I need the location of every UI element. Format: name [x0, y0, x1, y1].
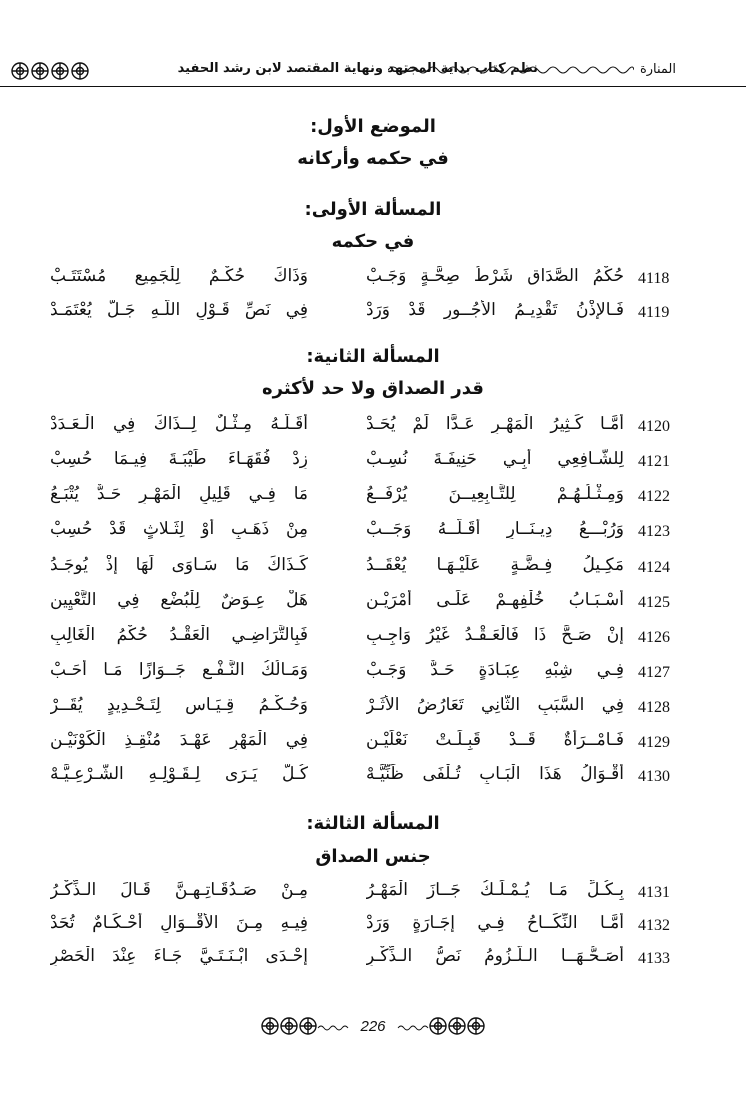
verse-number: 4118 [638, 270, 670, 287]
verse-row [0, 764, 746, 794]
verse-first-hemistich: إِنْ صَـحَّ ذَا فَالْعَـقْـدُ غَيْرُ وَاجِـبِ [366, 625, 624, 645]
verse-second-hemistich: هَلْ عِـوَضٌ لِلْبُضْعِ فِي التَّعْيِينِ [50, 590, 308, 610]
verse-first-hemistich: حُكْمُ الصَّدَاقِ شَرْطُ صِحَّـةٍ وَجَـبْ [366, 266, 624, 286]
verse-row [0, 555, 746, 585]
verse-number: 4119 [638, 304, 670, 321]
verse-row [0, 484, 746, 514]
verse-first-hemistich: فِـي شِبْهِ عِبَـادَةٍ حَـدٌّ وَجَـبْ [366, 660, 624, 680]
verse-second-hemistich: إِحْـدَى ابْـنَـتَـيَّ جَـاءَ عِنْدَ الْحَصْرِ [50, 946, 308, 966]
verse-number: 4126 [638, 629, 670, 646]
verse-second-hemistich: فِيـهِ مِـنَ الأَقْــوَالِ أَحْـكَـامٌ تُحَدْ [50, 913, 308, 933]
verse-number: 4128 [638, 699, 670, 716]
verse-second-hemistich: مِنْ ذَهَـبٍ أَوْ لِثَـلاثٍ قَدْ حُسِبْ [50, 519, 308, 539]
verse-row [0, 880, 746, 910]
verse-second-hemistich: فِي الْمَهْرِ عَهْـدَ مُنْقِـذِ الْكَوْنَيْـنِ [50, 730, 308, 750]
verse-second-hemistich: أَقَـلُّـهُ مِـثْـلٌ لِــذَاكَ فِي الْـعَـدَدْ [50, 414, 308, 434]
page-number: 226 [360, 1018, 386, 1035]
verse-row [0, 449, 746, 479]
verse-first-hemistich: لِلشَّـافِعِي أَبِـي حَنِيفَـةَ نُسِـبْ [366, 449, 624, 469]
verse-second-hemistich: مِـنْ صَـدُقَـاتِـهِـنَّ قَـالَ الـذِّكْـرُ [50, 880, 308, 900]
verse-row [0, 625, 746, 655]
verse-second-hemistich: وَحُـكْـمُ قِـيَـاسٍ لِتَـحْـدِيدٍ يُقَــرْ [50, 695, 308, 715]
verse-number: 4127 [638, 664, 670, 681]
verse-number: 4121 [638, 453, 670, 470]
question-heading: المسألة الثانية: [306, 346, 440, 367]
verse-first-hemistich: فَـالإِذْنُ تَقْدِيـمُ الأُجُــورِ قَدْ وَرَدْ [366, 300, 624, 320]
verse-second-hemistich: وَمَـالُكُ النَّـفْـعِ جَــوَازًا مَـا أَحَـبْ [50, 660, 308, 680]
section-subheading: في حكمه وأركانه [297, 148, 449, 169]
question-heading: المسألة الأولى: [304, 199, 442, 220]
header-rule [0, 86, 746, 87]
verse-number: 4131 [638, 884, 670, 901]
verse-second-hemistich: مَا فِـي قَلِيلِ الْمَهْـرِ حَـدٌّ يُتْبَـعُ [50, 484, 308, 504]
question-heading: المسألة الثالثة: [306, 813, 440, 834]
verse-first-hemistich: فَـامْــرَأَةٌ قَــدْ قَبِـلَـتْ نَعْلَيْـنِ [366, 730, 624, 750]
header-book-title: نظم كتاب بداية المجتهد ونهاية المقتصد لابن رشد الحفيد [177, 61, 538, 76]
verse-first-hemistich: مَكِـيلُ فِـضَّـةٍ عَلَيْـهَـا يُعْقَــدُ [366, 555, 624, 575]
verse-first-hemistich: وَمِـثْـلُـهُـمْ لِلتَّـابِعِيــنَ يُرْفَــعُ [366, 484, 624, 504]
verse-row [0, 913, 746, 943]
verse-row [0, 519, 746, 549]
question-subheading: قدر الصداق ولا حد لأكثره [262, 378, 484, 399]
verse-number: 4133 [638, 950, 670, 967]
verse-number: 4122 [638, 488, 670, 505]
verse-first-hemistich: أَمَّـا النِّكَــاحُ فِـي إِجَـارَةٍ وَرَدْ [366, 913, 624, 933]
verse-number: 4130 [638, 768, 670, 785]
verse-second-hemistich: فَبِالتَّرَاضِـي الْعَقْـدُ حُكْمُ الْغَالِبِ [50, 625, 308, 645]
verse-row [0, 414, 746, 444]
verse-second-hemistich: فِي نَصِّ قَـوْلِ اللَّـهِ جَـلَّ يُعْتَمَـدْ [50, 300, 308, 320]
verse-number: 4132 [638, 917, 670, 934]
wavy-ornament-icon [318, 1026, 348, 1030]
page-footer [0, 1014, 746, 1044]
verse-first-hemistich: فِي السَّبَبِ الثَّانِي تَعَارُضُ الأَثَـرْ [366, 695, 624, 715]
verse-row [0, 946, 746, 976]
question-subheading: جنس الصداق [315, 846, 431, 867]
running-header [0, 52, 746, 92]
verse-number: 4129 [638, 734, 670, 751]
page-number-ornament [258, 1014, 488, 1040]
header-book-name: المنارة [639, 62, 676, 77]
verse-first-hemistich: أَمَّـا كَـثِيرُ الْمَهْـرِ عَـدًّا لَمْ يُحَـدْ [366, 414, 624, 434]
verse-number: 4125 [638, 594, 670, 611]
verse-first-hemistich: وَرُبْـــعُ دِيـنَــارٍ أَقَـلُّــهُ وَجَــبْ [366, 519, 624, 539]
verse-second-hemistich: كُـلٌّ يَـرَى لِـقَـوْلِـهِ الشَّـرْعِـيَّـهْ [50, 764, 308, 784]
verse-second-hemistich: زِدْ فُقَهَـاءَ طَيْبَـةَ فِيـمَا حُسِبْ [50, 449, 308, 469]
verse-first-hemistich: أَقْـوَالُ هَذَا الْبَـابِ تُـلْفَى ظَنِّيَّـهْ [366, 764, 624, 784]
verse-first-hemistich: بِـكُـلِّ مَـا يُـمْـلَـكُ جَــازَ الْمَهْـرُ [366, 880, 624, 900]
verse-row [0, 730, 746, 760]
verse-row [0, 266, 746, 296]
question-subheading: في حكمه [331, 231, 415, 252]
verse-row [0, 300, 746, 330]
verse-second-hemistich: وَذَاكَ حُكْـمٌ لِلْجَمِيعِ مُسْتَتَـبْ [50, 266, 308, 286]
verse-first-hemistich: أَصَـحُّـهَــا الـلُّـزُومُ نَصُّ الـذِّكْـرِ [366, 946, 624, 966]
wavy-ornament-icon [398, 1026, 428, 1030]
verse-second-hemistich: كَـذَاكَ مَا سَـاوَى لَهَا إِذْ يُوجَـدُ [50, 555, 308, 575]
rosette-ornament-icon [8, 61, 108, 81]
rosette-ornament-icon [430, 1018, 484, 1034]
verse-row [0, 660, 746, 690]
section-heading: الموضع الأول: [310, 116, 436, 137]
verse-row [0, 590, 746, 620]
rosette-ornament-icon [262, 1018, 316, 1034]
verse-first-hemistich: أَسْـبَـابُ خُلْفِهِـمْ عَلَـى أَمْرَيْـنِ [366, 590, 624, 610]
verse-number: 4120 [638, 418, 670, 435]
verse-row [0, 695, 746, 725]
verse-number: 4124 [638, 559, 670, 576]
verse-number: 4123 [638, 523, 670, 540]
